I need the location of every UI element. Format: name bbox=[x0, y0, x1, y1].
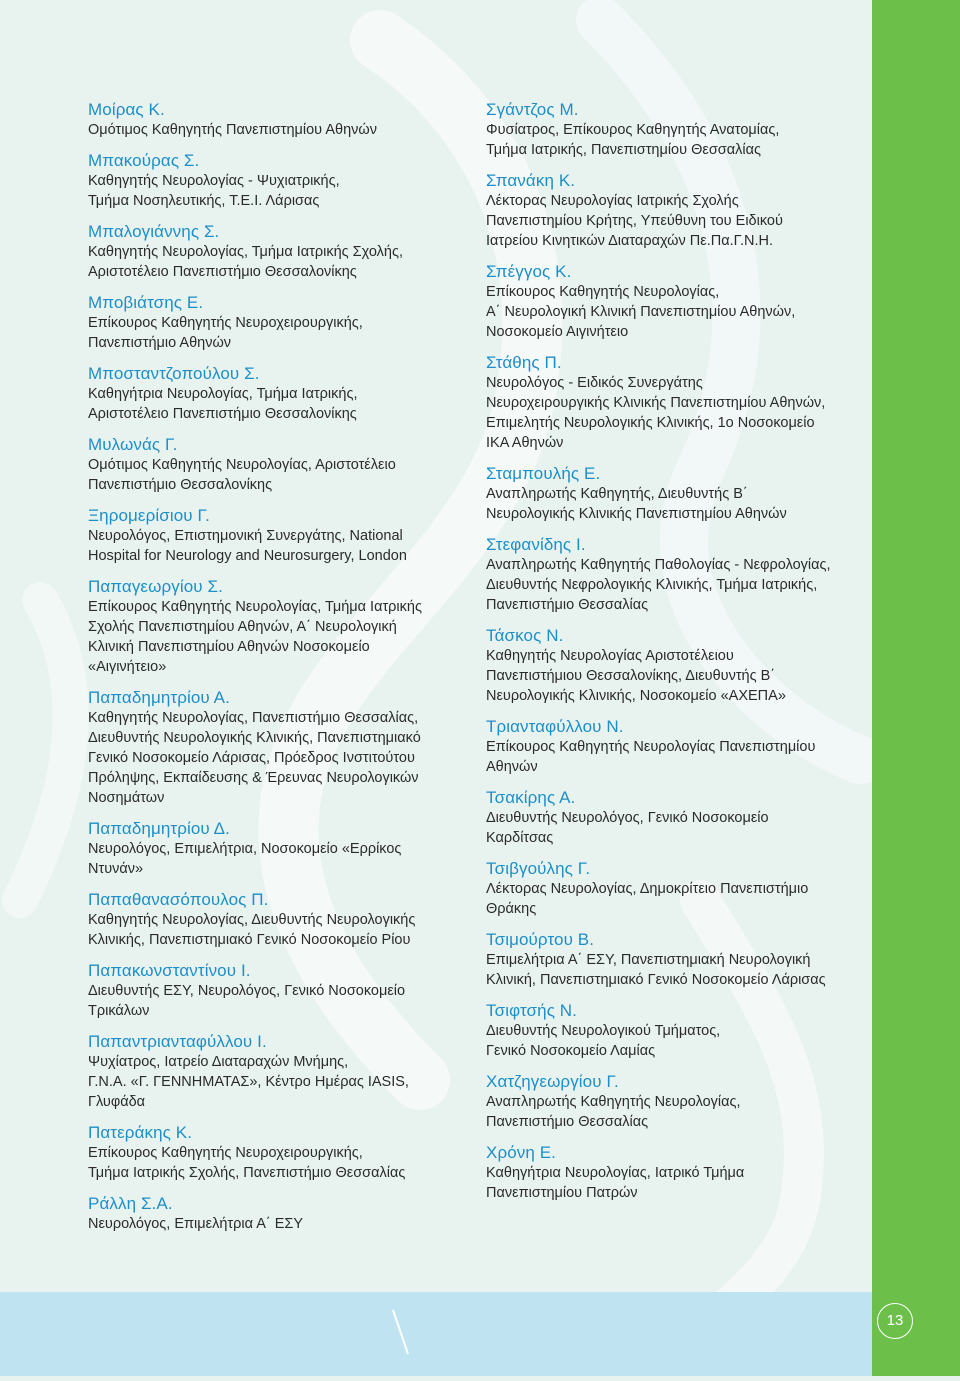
speaker-affiliation: Λέκτορας Νευρολογίας Ιατρικής Σχολής Πανεπιστημίου Κρήτης, Υπεύθυνη του Ειδικού Ιατρείου Κινητικών Διαταραχών Πε.Πα.Γ.Ν.Η. bbox=[486, 193, 783, 249]
speaker-entry bbox=[88, 890, 468, 950]
speaker-affiliation: Επίκουρος Καθηγητής Νευροχειρουργικής, Πανεπιστήμιο Αθηνών bbox=[88, 315, 363, 351]
bottom-band-stroke bbox=[0, 1292, 872, 1376]
right-column bbox=[486, 100, 866, 1214]
bottom-band bbox=[0, 1292, 872, 1376]
speaker-name: Σπανάκη Κ. bbox=[486, 171, 576, 190]
speaker-affiliation: Ομότιμος Καθηγητής Νευρολογίας, Αριστοτέλειο Πανεπιστήμιο Θεσσαλονίκης bbox=[88, 457, 396, 493]
speaker-entry bbox=[486, 1001, 866, 1061]
speaker-affiliation: Επίκουρος Καθηγητής Νευρολογίας, Α΄ Νευρολογική Κλινική Πανεπιστημίου Αθηνών, Νοσοκομείο Αιγινήτειο bbox=[486, 284, 796, 340]
speaker-affiliation: Ψυχίατρος, Ιατρείο Διαταραχών Μνήμης, Γ.Ν.Α. «Γ. ΓΕΝΝΗΜΑΤΑΣ», Κέντρο Ημέρας IASIS, Γλυφάδα bbox=[88, 1054, 409, 1110]
speaker-affiliation: Νευρολόγος, Επιστημονική Συνεργάτης, National Hospital for Neurology and Neurosurgery, London bbox=[88, 528, 407, 564]
speaker-name: Τσιβγούλης Γ. bbox=[486, 859, 591, 878]
speaker-affiliation: Καθηγητής Νευρολογίας, Πανεπιστήμιο Θεσσαλίας, Διευθυντής Νευρολογικής Κλινικής, Πανεπιστημιακό Γενικό Νοσοκομείο Λάρισας, Πρόεδρος Ινστιτούτου Πρόληψης, Εκπαίδευσης & Έρευνας Νευρολογικών Νοσημάτων bbox=[88, 710, 421, 806]
speaker-name: Ξηρομερίσιου Γ. bbox=[88, 506, 210, 525]
speaker-entry bbox=[486, 1143, 866, 1203]
speaker-entry bbox=[88, 577, 468, 677]
speaker-entry bbox=[88, 222, 468, 282]
speaker-affiliation: Λέκτορας Νευρολογίας, Δημοκρίτειο Πανεπιστήμιο Θράκης bbox=[486, 881, 809, 917]
speaker-affiliation: Καθηγητής Νευρολογίας Αριστοτέλειου Πανεπιστήμιου Θεσσαλονίκης, Διευθυντής Β΄ Νευρολογικής Κλινικής, Νοσοκομείο «ΑΧΕΠΑ» bbox=[486, 648, 786, 704]
speaker-affiliation: Νευρολόγος - Ειδικός Συνεργάτης Νευροχειρουργικής Κλινικής Πανεπιστημίου Αθηνών, Επιμελητής Νευρολογικής Κλινικής, 1ο Νοσοκομείο ΙΚΑ Αθηνών bbox=[486, 375, 826, 451]
speaker-name: Τριανταφύλλου Ν. bbox=[486, 717, 624, 736]
left-column bbox=[88, 100, 468, 1245]
speaker-entry bbox=[486, 788, 866, 848]
speaker-name: Στάθης Π. bbox=[486, 353, 562, 372]
speaker-affiliation: Επιμελήτρια Α΄ ΕΣΥ, Πανεπιστημιακή Νευρολογική Κλινική, Πανεπιστημιακό Γενικό Νοσοκομείο Λάρισας bbox=[486, 952, 826, 988]
speaker-name: Σπέγγος Κ. bbox=[486, 262, 572, 281]
speaker-entry bbox=[486, 171, 866, 251]
speaker-affiliation: Ομότιμος Καθηγητής Πανεπιστημίου Αθηνών bbox=[88, 122, 377, 138]
speaker-name: Τάσκος Ν. bbox=[486, 626, 564, 645]
speaker-affiliation: Φυσίατρος, Επίκουρος Καθηγητής Ανατομίας, Τμήμα Ιατρικής, Πανεπιστημίου Θεσσαλίας bbox=[486, 122, 780, 158]
speaker-affiliation: Επίκουρος Καθηγητής Νευρολογίας Πανεπιστημίου Αθηνών bbox=[486, 739, 816, 775]
speaker-name: Πατεράκης Κ. bbox=[88, 1123, 193, 1142]
speaker-entry bbox=[88, 961, 468, 1021]
decorative-swirl bbox=[20, 600, 71, 900]
speaker-name: Παπαδημητρίου Δ. bbox=[88, 819, 230, 838]
speaker-affiliation: Καθηγητής Νευρολογίας, Διευθυντής Νευρολογικής Κλινικής, Πανεπιστημιακό Γενικό Νοσοκομείο Ρίου bbox=[88, 912, 416, 948]
speaker-entry bbox=[486, 535, 866, 615]
speaker-entry bbox=[88, 506, 468, 566]
speaker-name: Παπαθανασόπουλος Π. bbox=[88, 890, 269, 909]
speaker-affiliation: Αναπληρωτής Καθηγητής Νευρολογίας, Πανεπιστήμιο Θεσσαλίας bbox=[486, 1094, 741, 1130]
speaker-name: Παπαντριανταφύλλου Ι. bbox=[88, 1032, 267, 1051]
speaker-name: Μποσταντζοπούλου Σ. bbox=[88, 364, 260, 383]
speaker-name: Χατζηγεωργίου Γ. bbox=[486, 1072, 619, 1091]
speaker-name: Παπαγεωργίου Σ. bbox=[88, 577, 223, 596]
speaker-entry bbox=[486, 353, 866, 453]
speaker-entry bbox=[88, 435, 468, 495]
speaker-entry bbox=[88, 1032, 468, 1112]
speaker-affiliation: Διευθυντής Νευρολόγος, Γενικό Νοσοκομείο Καρδίτσας bbox=[486, 810, 769, 846]
speaker-entry bbox=[88, 100, 468, 140]
speaker-name: Τσιφτσής Ν. bbox=[486, 1001, 578, 1020]
speaker-affiliation: Καθηγήτρια Νευρολογίας, Ιατρικό Τμήμα Πανεπιστημίου Πατρών bbox=[486, 1165, 745, 1201]
speaker-name: Σγάντζος Μ. bbox=[486, 100, 579, 119]
speaker-entry bbox=[88, 1123, 468, 1183]
speaker-name: Μπακούρας Σ. bbox=[88, 151, 200, 170]
speaker-affiliation: Καθηγητής Νευρολογίας, Τμήμα Ιατρικής Σχολής, Αριστοτέλειο Πανεπιστήμιο Θεσσαλονίκης bbox=[88, 244, 403, 280]
speaker-name: Τσακίρης Α. bbox=[486, 788, 576, 807]
speaker-affiliation: Καθηγητής Νευρολογίας - Ψυχιατρικής, Τμήμα Νοσηλευτικής, Τ.Ε.Ι. Λάρισας bbox=[88, 173, 340, 209]
speaker-name: Ράλλη Σ.Α. bbox=[88, 1194, 173, 1213]
speaker-affiliation: Αναπληρωτής Καθηγητής Παθολογίας - Νεφρολογίας, Διευθυντής Νεφρολογικής Κλινικής, Τμήμα Ιατρικής, Πανεπιστήμιο Θεσσαλίας bbox=[486, 557, 831, 613]
speaker-entry bbox=[88, 819, 468, 879]
speaker-name: Παπακωνσταντίνου Ι. bbox=[88, 961, 251, 980]
speaker-entry bbox=[486, 626, 866, 706]
speaker-entry bbox=[486, 262, 866, 342]
speaker-name: Στεφανίδης Ι. bbox=[486, 535, 586, 554]
speaker-entry bbox=[486, 464, 866, 524]
speaker-name: Μυλωνάς Γ. bbox=[88, 435, 178, 454]
speaker-entry bbox=[486, 100, 866, 160]
speaker-name: Παπαδημητρίου Α. bbox=[88, 688, 230, 707]
speaker-affiliation: Αναπληρωτής Καθηγητής, Διευθυντής Β΄ Νευρολογικής Κλινικής Πανεπιστημίου Αθηνών bbox=[486, 486, 787, 522]
speaker-affiliation: Καθηγήτρια Νευρολογίας, Τμήμα Ιατρικής, Αριστοτέλειο Πανεπιστήμιο Θεσσαλονίκης bbox=[88, 386, 358, 422]
speaker-entry bbox=[486, 717, 866, 777]
speaker-name: Χρόνη Ε. bbox=[486, 1143, 557, 1162]
speaker-entry bbox=[486, 859, 866, 919]
speaker-name: Μπαλογιάννης Σ. bbox=[88, 222, 220, 241]
speaker-entry bbox=[88, 151, 468, 211]
speaker-entry bbox=[486, 930, 866, 990]
side-green-strip bbox=[872, 0, 960, 1376]
speaker-affiliation: Νευρολόγος, Επιμελήτρια Α΄ ΕΣΥ bbox=[88, 1216, 304, 1232]
speaker-entry bbox=[88, 293, 468, 353]
speaker-name: Σταμπουλής Ε. bbox=[486, 464, 601, 483]
speaker-entry bbox=[88, 1194, 468, 1234]
speaker-entry bbox=[88, 688, 468, 808]
speaker-affiliation: Διευθυντής ΕΣΥ, Νευρολόγος, Γενικό Νοσοκομείο Τρικάλων bbox=[88, 983, 406, 1019]
speaker-affiliation: Διευθυντής Νευρολογικού Τμήματος, Γενικό Νοσοκομείο Λαμίας bbox=[486, 1023, 721, 1059]
speaker-name: Μοίρας Κ. bbox=[88, 100, 165, 119]
page-number-badge: 13 bbox=[877, 1303, 913, 1339]
speaker-name: Μποβιάτσης Ε. bbox=[88, 293, 204, 312]
speaker-affiliation: Επίκουρος Καθηγητής Νευρολογίας, Τμήμα Ιατρικής Σχολής Πανεπιστημίου Αθηνών, Α΄ Νευρολογική Κλινική Πανεπιστημίου Αθηνών Νοσοκομείο «Αιγινήτειο» bbox=[88, 599, 422, 675]
speaker-affiliation: Επίκουρος Καθηγητής Νευροχειρουργικής, Τμήμα Ιατρικής Σχολής, Πανεπιστήμιο Θεσσαλίας bbox=[88, 1145, 406, 1181]
decorative-stroke bbox=[393, 1310, 408, 1354]
speaker-entry bbox=[88, 364, 468, 424]
speaker-affiliation: Νευρολόγος, Επιμελήτρια, Νοσοκομείο «Ερρίκος Ντυνάν» bbox=[88, 841, 402, 877]
speaker-name: Τσιμούρτου Β. bbox=[486, 930, 595, 949]
speaker-entry bbox=[486, 1072, 866, 1132]
